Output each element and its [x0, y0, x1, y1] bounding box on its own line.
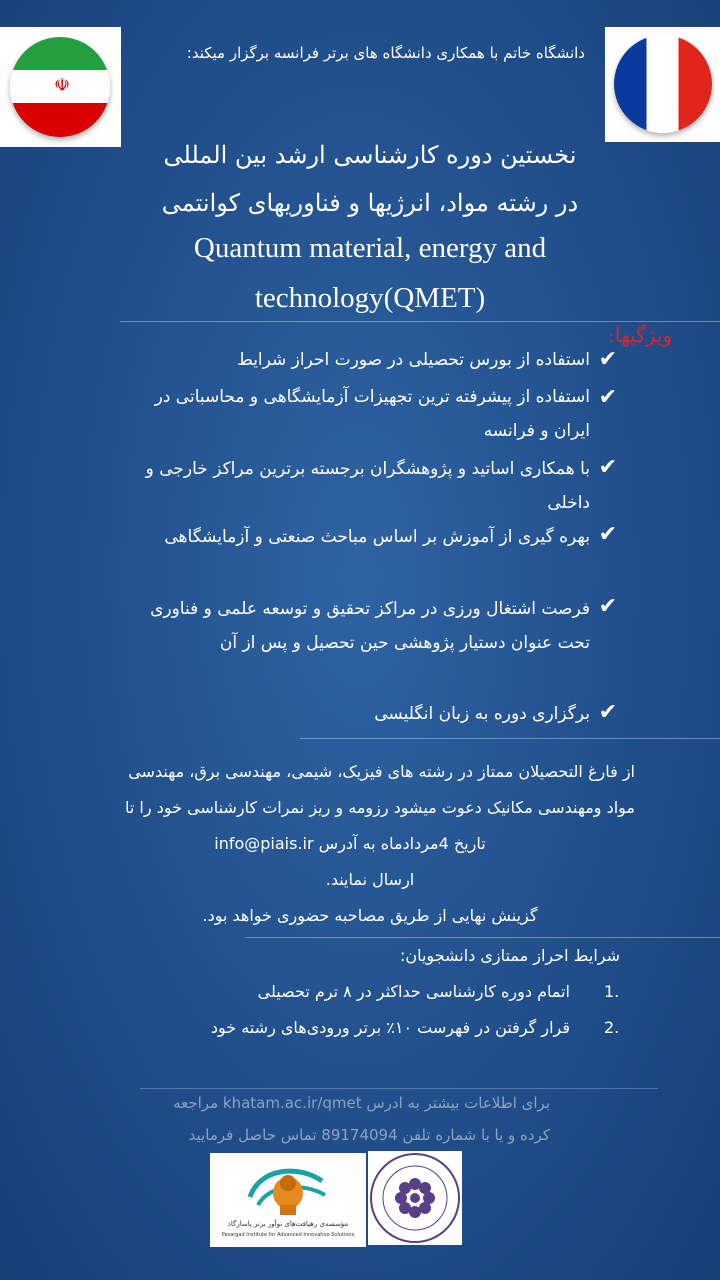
khatam-university-seal-icon	[368, 1151, 462, 1245]
check-icon: ✔	[598, 700, 617, 725]
condition-text-2: قرار گرفتن در فهرست ۱۰٪ برتر ورودی‌های رشته خود	[210, 1018, 570, 1037]
condition-number-2: 2.	[604, 1018, 620, 1037]
feature-item-1: استفاده از بورس تحصیلی در صورت احراز شرایط	[237, 350, 590, 370]
invitation-line-3: تاریخ 4مردادماه به آدرس info@piais.ir	[214, 834, 486, 853]
check-icon: ✔	[598, 522, 617, 547]
pasargad-lion-logo-icon	[210, 1157, 366, 1221]
pasargad-caption-en: Pasargad Institute for Advanced Innovative Solutions	[221, 1232, 355, 1238]
france-flag-box	[605, 27, 720, 142]
pasargad-logo	[210, 1153, 366, 1247]
title-fa-line1: نخستین دوره کارشناسی ارشد بین المللی	[163, 141, 577, 169]
feature-item-4: بهره گیری از آموزش بر اساس مباحث صنعتی و آزمایشگاهی	[164, 527, 590, 547]
feature-item-3: با همکاری اساتید و پژوهشگران برجسته برترین مراکز خارجی و داخلی	[145, 459, 590, 513]
title-en-line2: technology(QMET)	[254, 282, 486, 314]
invitation-line-2: مواد ومهندسی مکانیک دعوت میشود رزومه و ریز نمرات کارشناسی خود را تا	[125, 798, 635, 817]
features-heading: ویژگیها:	[608, 323, 672, 347]
title-en-line1: Quantum material, energy and	[193, 232, 547, 264]
check-icon: ✔	[598, 594, 617, 619]
invitation-line-5: گزینش نهایی از طریق مصاحبه حضوری خواهد بود.	[202, 906, 538, 925]
feature-item-5: فرصت اشتغال ورزی در مراکز تحقیق و توسعه علمی و فناوری تحت عنوان دستیار پژوهشی حین تحصیل و پس از آن	[150, 599, 590, 653]
invitation-line-4: ارسال نمایند.	[325, 870, 415, 889]
check-icon: ✔	[598, 347, 617, 372]
title-fa-line2: در رشته مواد، انرژیها و فناوریهای کوانتمی	[161, 189, 579, 217]
condition-text-1: اتمام دوره کارشناسی حداکثر در ۸ ترم تحصیلی	[257, 982, 570, 1001]
feature-item-2: استفاده از پیشرفته ترین تجهیزات آزمایشگاهی و محاسباتی در ایران و فرانسه	[154, 387, 590, 441]
iran-flag-icon: ☫	[10, 37, 110, 137]
feature-item-6: برگزاری دوره به زبان انگلیسی	[374, 704, 590, 724]
divider-2	[300, 738, 720, 739]
check-icon: ✔	[598, 455, 617, 480]
pasargad-caption-fa: مؤسسه‌ی رهیافت‌های نوآور برتر پاسارگاد	[227, 1220, 349, 1228]
footer-line-1: برای اطلاعات بیشتر به ادرس khatam.ac.ir/qmet مراجعه	[173, 1094, 550, 1112]
khatam-logo	[368, 1151, 462, 1245]
conditions-heading: شرایط احراز ممتازی دانشجویان:	[399, 946, 620, 965]
intro-text: دانشگاه خاتم با همکاری دانشگاه های برتر فرانسه برگزار میکند:	[186, 44, 585, 62]
footer-line-2: کرده و یا با شماره تلفن 89174094 تماس حاصل فرمایید	[188, 1126, 550, 1144]
condition-number-1: 1.	[604, 982, 620, 1001]
france-flag-icon	[614, 35, 712, 133]
invitation-line-1: از فارغ التحصیلان ممتاز در رشته های فیزیک، شیمی، مهندسی برق، مهندسی	[128, 762, 635, 781]
check-icon: ✔	[598, 385, 617, 410]
